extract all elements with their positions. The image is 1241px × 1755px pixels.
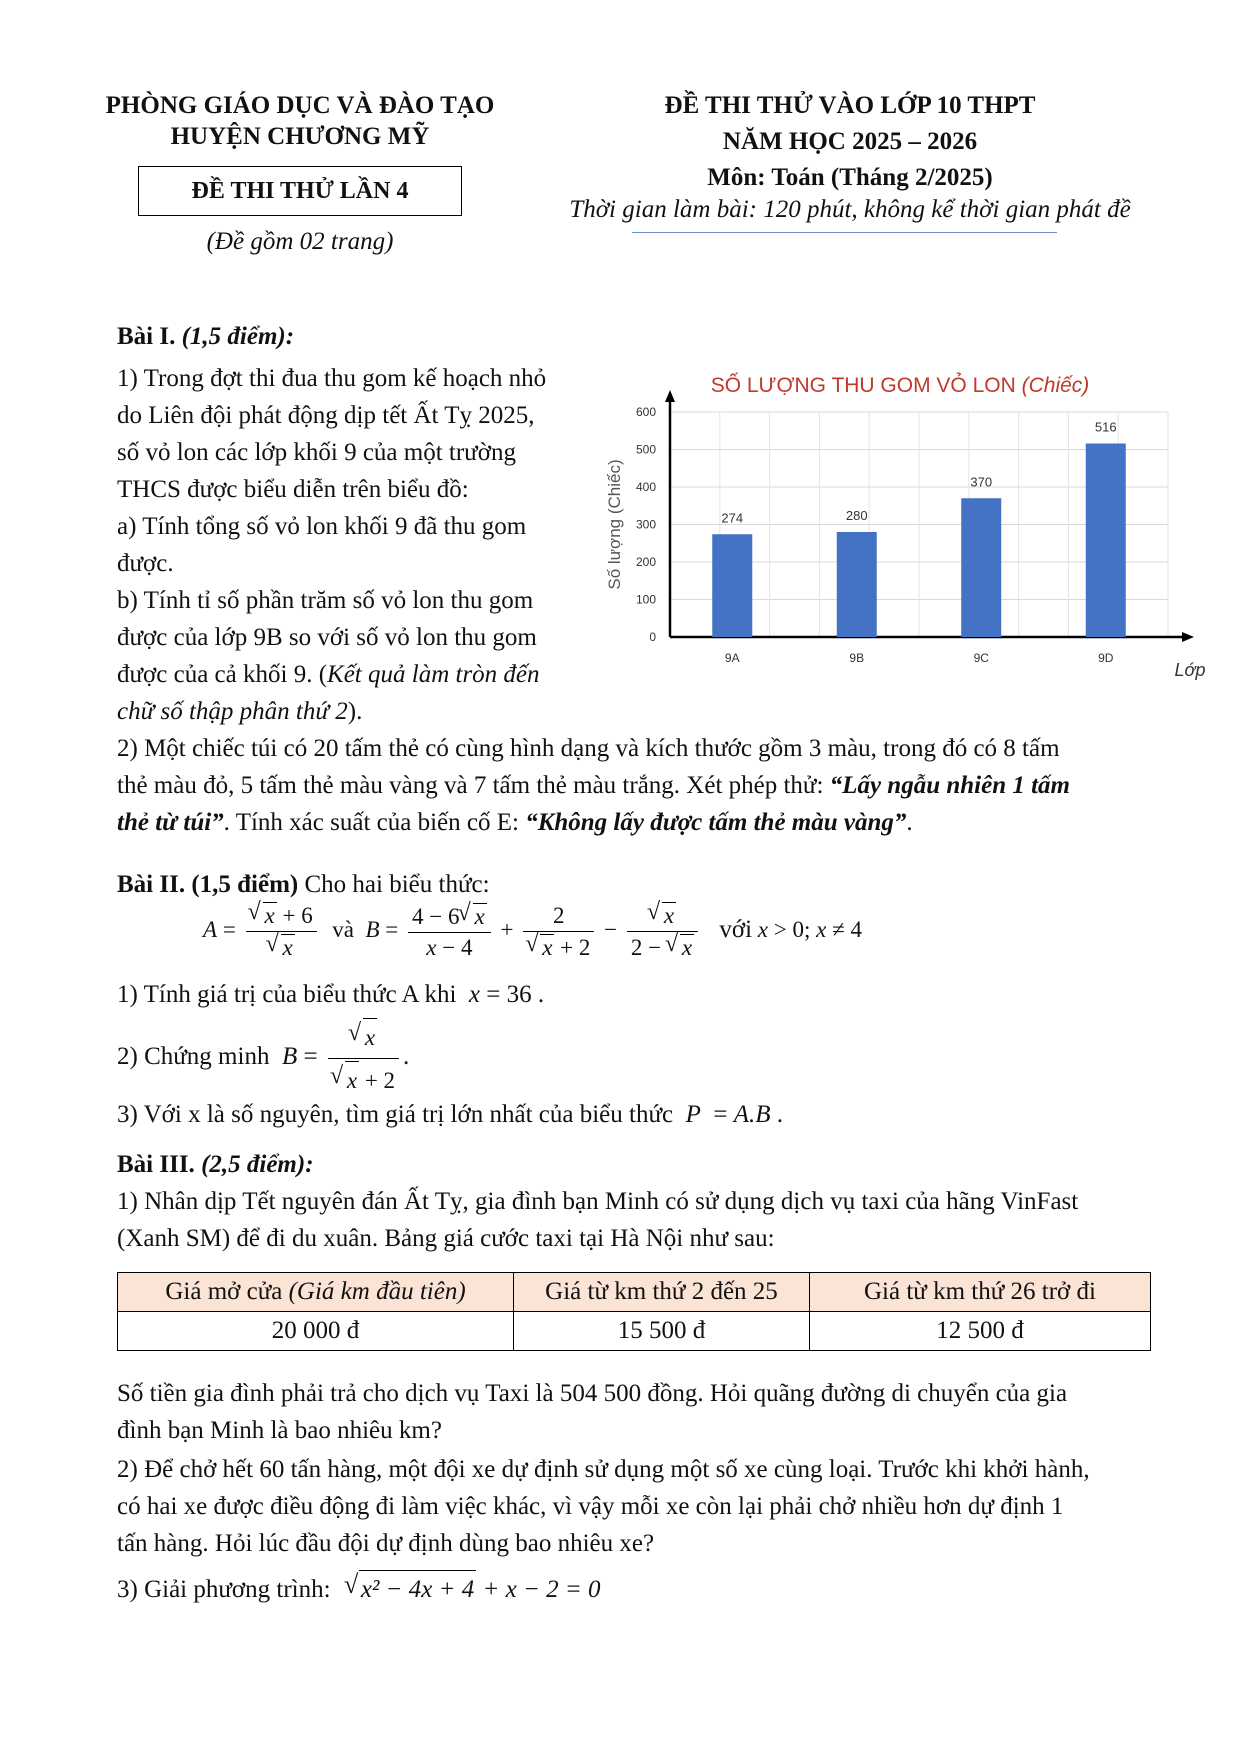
bai1-q1-last-italic: Kết quả làm tròn đến xyxy=(327,661,540,688)
bai1-q1-line: b) Tính tỉ số phần trăm số vỏ lon thu gom xyxy=(117,587,534,614)
data-label: 280 xyxy=(845,508,868,523)
bai2-expressions: A = √ x + 6 √ x và B = $\frac{4 - 6√ x}{x - 4}$ + 2 √ x + 2 − √ $\frac{x}{2 - √ x}$ với x > 0; x ≠ 4 xyxy=(203,902,862,961)
bai2-q1: 1) Tính giá trị của biểu thức A khi x = 36 . xyxy=(117,981,545,1008)
bai1-q2-experiment: “Lấy ngẫu nhiên 1 tấm xyxy=(829,772,1070,799)
table-cell: 20 000 đ xyxy=(118,1312,514,1351)
bai1-q1-line xyxy=(117,656,577,693)
chart-title xyxy=(711,373,1090,397)
time-note: Thời gian làm bài: 120 phút, không kể thời gian phát đề xyxy=(569,196,1131,223)
bai1-q2-text: thẻ màu đỏ, 5 tấm thẻ màu vàng và 7 tấm thẻ màu trắng. Xét phép thử: xyxy=(117,772,830,799)
bai1-q2-text-2: . Tính xác suất của biến cố E: xyxy=(223,809,526,836)
expr-a-label: A xyxy=(203,916,218,942)
bai2-q3: 3) Với x là số nguyên, tìm giá trị lớn nhất của biểu thức P = A.B . xyxy=(117,1101,784,1128)
bai1-question1 xyxy=(117,360,577,730)
bai1-q1-line: a) Tính tổng số vỏ lon khối 9 đã thu gom xyxy=(117,513,527,540)
bai3-q1-after-line-2: đình bạn Minh là bao nhiêu km? xyxy=(117,1417,442,1444)
y-axis-label: Số lượng (Chiếc) xyxy=(605,459,624,590)
bai1-question2 xyxy=(117,730,1157,841)
school-year: NĂM HỌC 2025 – 2026 xyxy=(722,128,978,155)
bai1-q1-tail-plain: ). xyxy=(347,698,363,725)
y-tick-label: 600 xyxy=(635,405,656,419)
department-name xyxy=(80,90,520,152)
and-word: và xyxy=(332,916,354,942)
chart-title-unit: (Chiếc) xyxy=(1021,374,1090,397)
bai3-q1-after-line-1: Số tiền gia đình phải trả cho dịch vụ Taxi là 504 500 đồng. Hỏi quãng đường di chuyển của gia xyxy=(117,1380,1068,1407)
bai1-q1-line: được. xyxy=(117,550,174,577)
expr-b-frac-3: √ $\frac{x}{2 - √ x}$ xyxy=(627,902,698,961)
bai1-title: Bài I. xyxy=(117,323,176,350)
bai1-q1-tail-italic: chữ số thập phân thứ 2 xyxy=(117,698,348,725)
bai3-q3-text: 3) Giải phương trình: xyxy=(117,1576,331,1603)
expr-b-frac-1: $\frac{4 - 6√ x}{x - 4}$ xyxy=(408,903,491,961)
y-axis-arrow-icon xyxy=(665,390,675,402)
bai1-q1-line: THCS được biểu diễn trên biểu đồ: xyxy=(117,476,469,503)
header-underline xyxy=(632,232,1057,233)
expr-b-frac-2: 2 √ x + 2 xyxy=(523,903,594,961)
table-row xyxy=(118,1312,1151,1351)
exam-title: ĐỀ THI THỬ VÀO LỚP 10 THPT xyxy=(664,92,1036,119)
exam-title-block xyxy=(590,90,1110,193)
bai3-q2-line-1: 2) Để chở hết 60 tấn hàng, một đội xe dự định sử dụng một số xe cùng loại. Trước khi khởi hành, xyxy=(117,1456,1090,1483)
equation-radical: √ x² − 4x + 4 xyxy=(359,1570,476,1608)
data-label: 274 xyxy=(721,510,744,526)
bai1-q2-line-3 xyxy=(117,804,1157,841)
y-tick-label: 100 xyxy=(635,592,656,607)
bar-9A xyxy=(712,534,752,637)
y-tick-label: 200 xyxy=(635,555,656,569)
x-axis-label: Lớp xyxy=(1174,660,1206,680)
data-label: 370 xyxy=(970,474,993,490)
exam-round-box: ĐỀ THI THỬ LẦN 4 xyxy=(138,166,462,216)
condition: x xyxy=(757,916,768,942)
equation-rest: + x − 2 = 0 xyxy=(482,1576,601,1603)
bai3-q2-line-2: có hai xe được điều động đi làm việc khác, vì vậy mỗi xe còn lại phải chở nhiều hơn dự định 1 xyxy=(117,1493,1064,1520)
department-line-1: PHÒNG GIÁO DỤC VÀ ĐÀO TẠO xyxy=(105,92,495,119)
pages-note: (Đề gồm 02 trang) xyxy=(206,228,394,255)
bai1-q2-line-2 xyxy=(117,767,1157,804)
table-cell: 15 500 đ xyxy=(514,1312,810,1351)
bar-9B xyxy=(837,532,877,637)
bai1-q2-line-1: 2) Một chiếc túi có 20 tấm thẻ có cùng hình dạng và kích thước gồm 3 màu, trong đó có 8 tấm xyxy=(117,735,1060,762)
bai1-q1-line: được của lớp 9B so với số vỏ lon thu gom xyxy=(117,624,537,651)
table-cell: 12 500 đ xyxy=(810,1312,1151,1351)
bai1-q1-line: số vỏ lon các lớp khối 9 của một trường xyxy=(117,439,516,466)
bai1-q1-line: do Liên đội phát động dịp tết Ất Tỵ 2025, xyxy=(117,402,535,429)
bai3-heading xyxy=(117,1146,314,1183)
bai3-q2-line-3: tấn hàng. Hỏi lúc đầu đội dự định dùng bao nhiêu xe? xyxy=(117,1530,655,1557)
x-tick-label: 9D xyxy=(1098,651,1114,665)
x-tick-label: 9B xyxy=(849,651,865,665)
bai1-q1-line: 1) Trong đợt thi đua thu gom kế hoạch nhỏ xyxy=(117,365,547,392)
bai3-q1-line-2: (Xanh SM) để đi du xuân. Bảng giá cước taxi tại Hà Nội như sau: xyxy=(117,1225,775,1252)
expr-b-simplified: √ x √ x + 2 xyxy=(328,1018,399,1099)
bar-9C xyxy=(961,498,1001,637)
x-tick-label: 9C xyxy=(973,651,989,665)
bai3-q1-after xyxy=(117,1375,1167,1449)
condition-word: với xyxy=(719,915,753,943)
x-tick-label: 9A xyxy=(724,651,740,665)
bai3-q1-line-1: 1) Nhân dịp Tết nguyên đán Ất Tỵ, gia đình bạn Minh có sử dụng dịch vụ taxi của hãng VinFast xyxy=(117,1188,1079,1215)
table-header-cell: Giá từ km thứ 26 trở đi xyxy=(810,1273,1151,1312)
bai2-title: Bài II. (1,5 điểm) xyxy=(117,871,299,898)
bai1-q2-event: “Không lấy được tấm thẻ màu vàng” xyxy=(525,809,907,836)
expr-a-fraction: √ x + 6 √ x xyxy=(246,902,317,961)
y-tick-label: 400 xyxy=(635,480,656,494)
subject-line: Môn: Toán (Tháng 2/2025) xyxy=(707,164,993,191)
bai1-q2-experiment-end: thẻ từ túi” xyxy=(117,809,224,836)
bai2-q2-text: 2) Chứng minh xyxy=(117,1043,270,1071)
bar-chart xyxy=(590,362,1210,692)
data-label: 516 xyxy=(1094,419,1117,435)
bai2-q2: 2) Chứng minh B = √ x √ x + 2 . xyxy=(117,1018,409,1099)
bai3-q2 xyxy=(117,1451,1167,1562)
table-header-row xyxy=(118,1273,1151,1312)
chart-title-text: SỐ LƯỢNG THU GOM VỎ LON xyxy=(710,374,1022,397)
department-line-2: HUYỆN CHƯƠNG MỸ xyxy=(170,123,430,150)
bai1-q2-period: . xyxy=(906,809,913,836)
bai3-q3 xyxy=(117,1570,600,1608)
expr-b-label: B xyxy=(365,916,380,942)
bai3-title: Bài III. xyxy=(117,1151,195,1178)
bai3-q1 xyxy=(117,1183,1167,1257)
y-tick-label: 0 xyxy=(649,630,656,644)
bai1-points: (1,5 điểm): xyxy=(181,323,295,350)
table-header-cell: Giá từ km thứ 2 đến 25 xyxy=(514,1273,810,1312)
y-tick-label: 300 xyxy=(635,517,656,532)
y-tick-label: 500 xyxy=(635,442,656,457)
bai2-q1-text: 1) Tính giá trị của biểu thức A khi xyxy=(117,981,457,1008)
table-header-cell: Giá mở cửa (Giá km đầu tiên) xyxy=(118,1273,514,1312)
bai3-points: (2,5 điểm): xyxy=(201,1151,314,1178)
bai2-heading xyxy=(117,866,490,903)
taxi-price-table xyxy=(117,1272,1151,1351)
bar-9D xyxy=(1086,444,1126,638)
bai1-heading xyxy=(117,318,294,355)
bai1-q1-line xyxy=(117,693,917,730)
bai2-intro: Cho hai biểu thức: xyxy=(298,871,490,898)
x-axis-arrow-icon xyxy=(1182,632,1194,642)
bai1-q1-last-plain: được của cả khối 9. ( xyxy=(117,661,328,688)
bai2-q3-text: 3) Với x là số nguyên, tìm giá trị lớn nhất của biểu thức xyxy=(117,1101,674,1128)
